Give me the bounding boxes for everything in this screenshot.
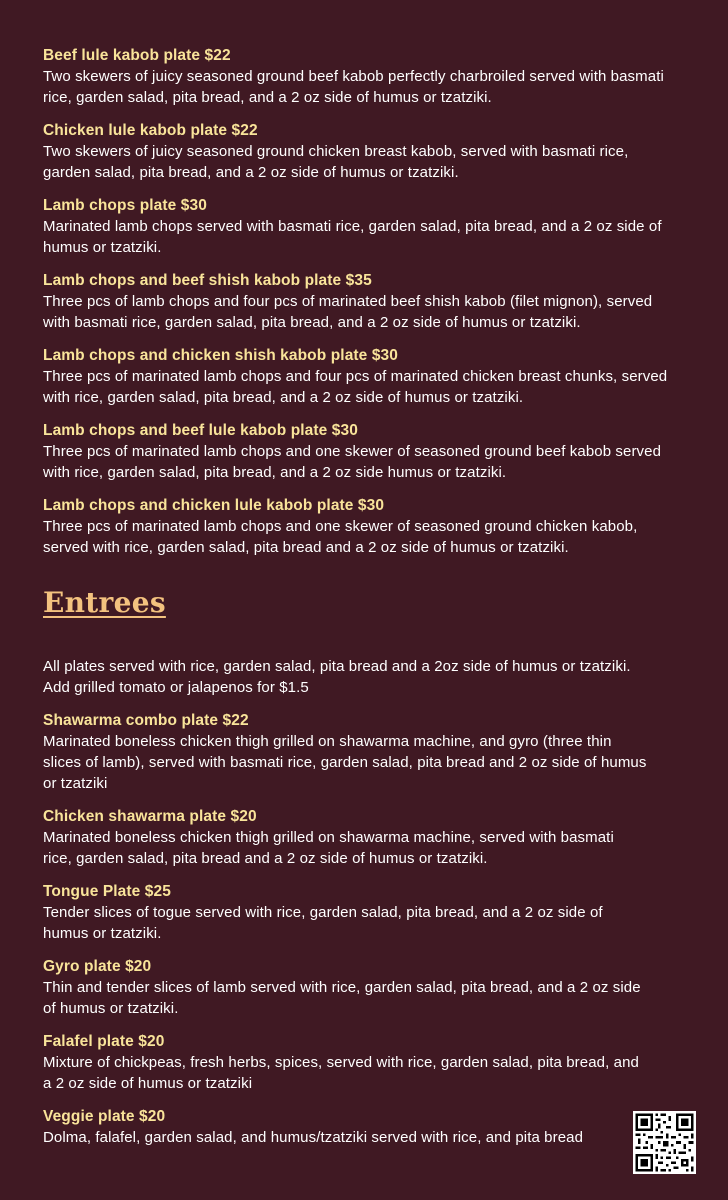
item-title: Lamb chops and chicken shish kabob plate $30 — [43, 347, 398, 364]
item-description — [43, 291, 693, 333]
item-description — [43, 441, 693, 483]
desc-line: Three pcs of lamb chops and four pcs of marinated beef shish kabob (filet mignon), served — [43, 293, 653, 310]
item-title: Gyro plate $20 — [43, 958, 152, 975]
item-description — [43, 1052, 693, 1094]
item-title: Lamb chops and beef shish kabob plate $35 — [43, 272, 372, 289]
item-title: Shawarma combo plate $22 — [43, 712, 249, 729]
desc-line: with rice, garden salad, pita bread, and a 2 oz side of humus or tzatziki. — [43, 389, 524, 406]
desc-line: Marinated boneless chicken thigh grilled on shawarma machine, served with basmati — [43, 829, 614, 846]
desc-line: or tzatziki — [43, 775, 108, 792]
item-title: Falafel plate $20 — [43, 1033, 165, 1050]
menu-item — [43, 45, 693, 108]
intro-line: All plates served with rice, garden salad, pita bread and a 2oz side of humus or tzatziki. — [43, 658, 631, 675]
item-title: Lamb chops and chicken lule kabob plate $30 — [43, 497, 385, 514]
desc-line: slices of lamb), served with basmati rice, garden salad, pita bread and 2 oz side of humus — [43, 754, 647, 771]
qr-code-graphic — [633, 1111, 696, 1174]
item-title: Veggie plate $20 — [43, 1108, 166, 1125]
menu — [43, 45, 693, 1160]
desc-line: Tender slices of togue served with rice, garden salad, pita bread, and a 2 oz side of — [43, 904, 603, 921]
desc-line: Marinated boneless chicken thigh grilled on shawarma machine, and gyro (three thin — [43, 733, 612, 750]
desc-line: Marinated lamb chops served with basmati rice, garden salad, pita bread, and a 2 oz side of — [43, 218, 662, 235]
desc-line: Two skewers of juicy seasoned ground chicken breast kabob, served with basmati rice, — [43, 143, 629, 160]
item-title: Lamb chops plate $30 — [43, 197, 207, 214]
menu-item — [43, 1031, 693, 1094]
desc-line: Three pcs of marinated lamb chops and one skewer of seasoned ground chicken kabob, — [43, 518, 638, 535]
menu-item — [43, 495, 693, 558]
menu-item — [43, 1106, 693, 1148]
menu-item — [43, 270, 693, 333]
menu-item — [43, 120, 693, 183]
desc-line: humus or tzatziki. — [43, 925, 162, 942]
item-description — [43, 731, 693, 794]
item-title: Tongue Plate $25 — [43, 883, 171, 900]
item-title: Chicken lule kabob plate $22 — [43, 122, 258, 139]
menu-item — [43, 345, 693, 408]
desc-line: Two skewers of juicy seasoned ground beef kabob perfectly charbroiled served with basmati — [43, 68, 664, 85]
item-description — [43, 977, 693, 1019]
qr-code-icon[interactable] — [633, 1111, 696, 1174]
desc-line: Three pcs of marinated lamb chops and four pcs of marinated chicken breast chunks, served — [43, 368, 668, 385]
menu-item — [43, 195, 693, 258]
entrees-intro — [43, 656, 693, 698]
desc-line: with rice, garden salad, pita bread, and a 2 oz side humus or tzatziki. — [43, 464, 507, 481]
desc-line: with basmati rice, garden salad, pita bread, and a 2 oz side of humus or tzatziki. — [43, 314, 581, 331]
desc-line: Mixture of chickpeas, fresh herbs, spices, served with rice, garden salad, pita bread, and — [43, 1054, 639, 1071]
item-description — [43, 141, 693, 183]
desc-line: a 2 oz side of humus or tzatziki — [43, 1075, 253, 1092]
menu-item — [43, 881, 693, 944]
item-description — [43, 1127, 693, 1148]
menu-item — [43, 956, 693, 1019]
intro-line: Add grilled tomato or jalapenos for $1.5 — [43, 679, 309, 696]
desc-line: served with rice, garden salad, pita bread and a 2 oz side of humus or tzatziki. — [43, 539, 569, 556]
desc-line: Thin and tender slices of lamb served with rice, garden salad, pita bread, and a 2 oz side — [43, 979, 641, 996]
item-description — [43, 516, 693, 558]
item-title: Beef lule kabob plate $22 — [43, 47, 231, 64]
item-title: Lamb chops and beef lule kabob plate $30 — [43, 422, 358, 439]
desc-line: of humus or tzatziki. — [43, 1000, 179, 1017]
item-description — [43, 902, 693, 944]
item-description — [43, 827, 693, 869]
section-heading-text: Entrees — [43, 586, 166, 619]
menu-item — [43, 420, 693, 483]
section-heading-entrees — [43, 586, 693, 636]
desc-line: garden salad, pita bread, and a 2 oz side of humus or tzatziki. — [43, 164, 459, 181]
item-description — [43, 66, 693, 108]
item-title: Chicken shawarma plate $20 — [43, 808, 257, 825]
desc-line: rice, garden salad, pita bread, and a 2 oz side of humus or tzatziki. — [43, 89, 492, 106]
menu-item — [43, 806, 693, 869]
desc-line: Three pcs of marinated lamb chops and one skewer of seasoned ground beef kabob served — [43, 443, 662, 460]
desc-line: rice, garden salad, pita bread and a 2 oz side of humus or tzatziki. — [43, 850, 488, 867]
desc-line: Dolma, falafel, garden salad, and humus/tzatziki served with rice, and pita bread — [43, 1129, 584, 1146]
menu-item — [43, 710, 693, 794]
desc-line: humus or tzatziki. — [43, 239, 162, 256]
item-description — [43, 366, 693, 408]
item-description — [43, 216, 693, 258]
